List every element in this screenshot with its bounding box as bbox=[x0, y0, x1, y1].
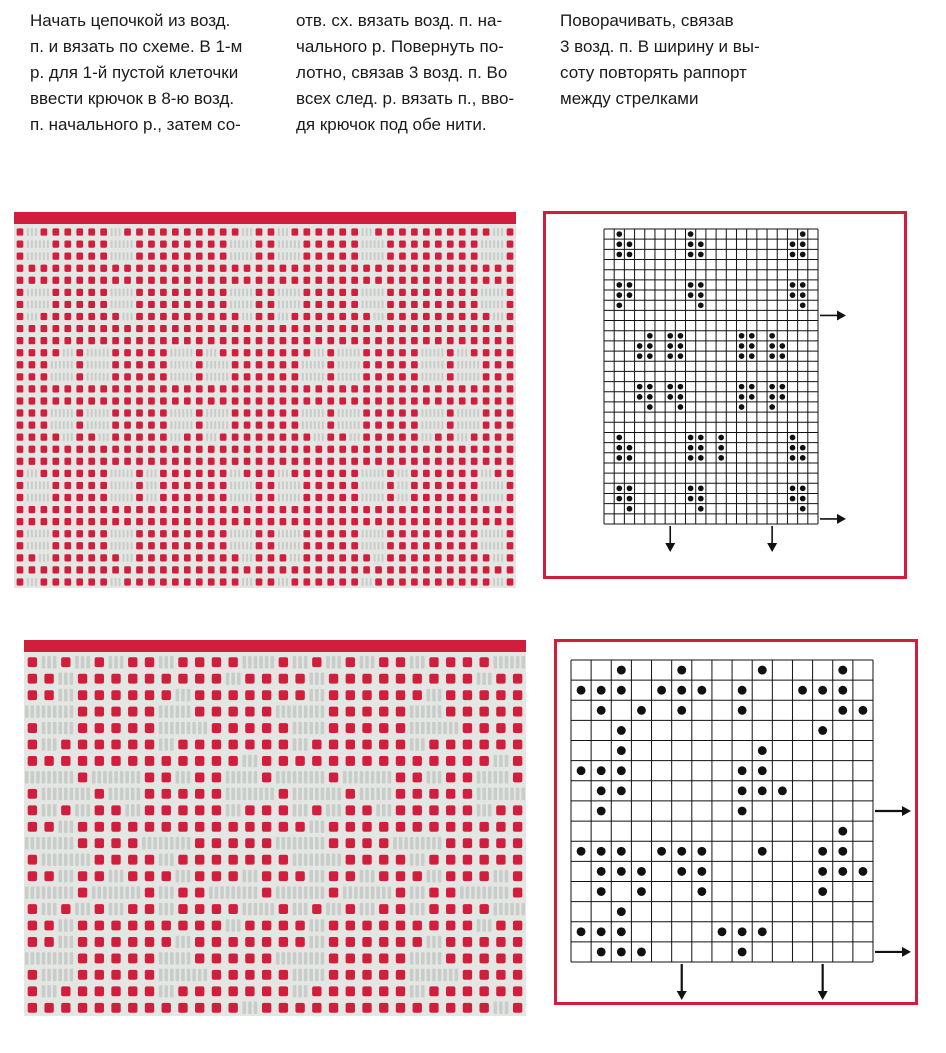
filled-cell-dot bbox=[617, 786, 626, 795]
filled-cell-dot bbox=[637, 867, 646, 876]
filled-cell-dot bbox=[758, 766, 767, 775]
filled-cell-dot bbox=[597, 706, 606, 715]
filled-cell-dot bbox=[677, 867, 686, 876]
filled-cell-dot bbox=[790, 292, 796, 298]
filled-cell-dot bbox=[769, 394, 775, 400]
filled-cell-dot bbox=[800, 486, 806, 492]
filled-cell-dot bbox=[577, 847, 586, 856]
filled-cell-dot bbox=[818, 686, 827, 695]
filled-cell-dot bbox=[647, 384, 653, 390]
filled-cell-dot bbox=[597, 887, 606, 896]
filled-cell-dot bbox=[758, 746, 767, 755]
filled-cell-dot bbox=[688, 455, 694, 461]
filled-cell-dot bbox=[616, 241, 622, 247]
filled-cell-dot bbox=[688, 231, 694, 237]
filled-cell-dot bbox=[697, 847, 706, 856]
filled-cell-dot bbox=[718, 445, 724, 451]
filled-cell-dot bbox=[698, 455, 704, 461]
filled-cell-dot bbox=[800, 302, 806, 308]
filled-cell-dot bbox=[617, 746, 626, 755]
filled-cell-dot bbox=[738, 948, 747, 957]
filled-cell-dot bbox=[838, 706, 847, 715]
filled-cell-dot bbox=[667, 384, 673, 390]
filled-cell-dot bbox=[597, 686, 606, 695]
filled-cell-dot bbox=[818, 867, 827, 876]
filet-chart-1-grid bbox=[546, 214, 904, 576]
filled-cell-dot bbox=[617, 666, 626, 675]
filled-cell-dot bbox=[688, 292, 694, 298]
filled-cell-dot bbox=[617, 686, 626, 695]
crochet-sample-photo-2-image bbox=[24, 640, 526, 1016]
repeat-arrowhead-down bbox=[818, 991, 828, 1000]
filled-cell-dot bbox=[647, 353, 653, 359]
filled-cell-dot bbox=[616, 445, 622, 451]
filled-cell-dot bbox=[698, 486, 704, 492]
filled-cell-dot bbox=[647, 343, 653, 349]
filled-cell-dot bbox=[859, 706, 868, 715]
filled-cell-dot bbox=[818, 726, 827, 735]
filled-cell-dot bbox=[637, 343, 643, 349]
repeat-arrowhead-down bbox=[677, 991, 687, 1000]
crochet-sample-photo-1-red-stripe bbox=[14, 212, 516, 224]
filled-cell-dot bbox=[838, 847, 847, 856]
filled-cell-dot bbox=[678, 384, 684, 390]
filled-cell-dot bbox=[738, 807, 747, 816]
filled-cell-dot bbox=[577, 927, 586, 936]
filled-cell-dot bbox=[790, 445, 796, 451]
crochet-sample-photo-2-red-stripe bbox=[24, 640, 526, 652]
filled-cell-dot bbox=[698, 302, 704, 308]
filled-cell-dot bbox=[597, 807, 606, 816]
filled-cell-dot bbox=[778, 786, 787, 795]
filled-cell-dot bbox=[758, 786, 767, 795]
chart-top-cells bbox=[604, 229, 818, 524]
filled-cell-dot bbox=[677, 847, 686, 856]
filled-cell-dot bbox=[779, 384, 785, 390]
filled-cell-dot bbox=[627, 445, 633, 451]
filled-cell-dot bbox=[738, 706, 747, 715]
filled-cell-dot bbox=[667, 343, 673, 349]
filled-cell-dot bbox=[637, 384, 643, 390]
filled-cell-dot bbox=[769, 343, 775, 349]
repeat-arrowhead-right bbox=[902, 806, 911, 816]
filled-cell-dot bbox=[739, 404, 745, 410]
filled-cell-dot bbox=[800, 506, 806, 512]
filled-cell-dot bbox=[678, 343, 684, 349]
filled-cell-dot bbox=[688, 486, 694, 492]
filled-cell-dot bbox=[678, 404, 684, 410]
filled-cell-dot bbox=[698, 435, 704, 441]
filled-cell-dot bbox=[790, 435, 796, 441]
filled-cell-dot bbox=[698, 445, 704, 451]
filled-cell-dot bbox=[738, 686, 747, 695]
filled-cell-dot bbox=[800, 292, 806, 298]
filled-cell-dot bbox=[616, 486, 622, 492]
filled-cell-dot bbox=[758, 927, 767, 936]
filled-cell-dot bbox=[800, 252, 806, 258]
filled-cell-dot bbox=[657, 686, 666, 695]
filled-cell-dot bbox=[798, 686, 807, 695]
filled-cell-dot bbox=[577, 766, 586, 775]
filled-cell-dot bbox=[758, 666, 767, 675]
chart-bottom-cells bbox=[571, 660, 873, 962]
filled-cell-dot bbox=[818, 847, 827, 856]
filled-cell-dot bbox=[698, 496, 704, 502]
filled-cell-dot bbox=[627, 496, 633, 502]
filled-cell-dot bbox=[627, 241, 633, 247]
filled-cell-dot bbox=[647, 404, 653, 410]
filled-cell-dot bbox=[718, 455, 724, 461]
filled-cell-dot bbox=[597, 786, 606, 795]
filled-cell-dot bbox=[677, 666, 686, 675]
filled-cell-dot bbox=[616, 231, 622, 237]
filled-cell-dot bbox=[698, 241, 704, 247]
filled-cell-dot bbox=[667, 333, 673, 339]
repeat-arrowhead-right bbox=[837, 310, 846, 320]
filled-cell-dot bbox=[647, 394, 653, 400]
filled-cell-dot bbox=[800, 455, 806, 461]
filled-cell-dot bbox=[678, 333, 684, 339]
filled-cell-dot bbox=[749, 333, 755, 339]
filled-cell-dot bbox=[749, 384, 755, 390]
filled-cell-dot bbox=[838, 666, 847, 675]
filet-chart-2-grid bbox=[557, 642, 915, 1002]
repeat-arrowhead-down bbox=[767, 543, 777, 552]
filled-cell-dot bbox=[698, 506, 704, 512]
filled-cell-dot bbox=[838, 827, 847, 836]
filled-cell-dot bbox=[739, 343, 745, 349]
filled-cell-dot bbox=[749, 353, 755, 359]
filled-cell-dot bbox=[718, 927, 727, 936]
filled-cell-dot bbox=[688, 252, 694, 258]
filled-cell-dot bbox=[617, 847, 626, 856]
filled-cell-dot bbox=[637, 887, 646, 896]
filled-cell-dot bbox=[800, 445, 806, 451]
filled-cell-dot bbox=[657, 847, 666, 856]
filled-cell-dot bbox=[637, 353, 643, 359]
filled-cell-dot bbox=[838, 867, 847, 876]
instruction-column-1: Начать цепочкой из возд. п. и вязать по схеме. В 1-м р. для 1-й пустой клеточки ввести крючок в 8-ю возд. п. начального р., затем со- bbox=[30, 11, 243, 134]
crochet-sample-photo-2-texture bbox=[24, 640, 526, 1016]
filled-cell-dot bbox=[617, 766, 626, 775]
filled-cell-dot bbox=[718, 435, 724, 441]
filled-cell-dot bbox=[616, 435, 622, 441]
filled-cell-dot bbox=[678, 353, 684, 359]
filled-cell-dot bbox=[800, 496, 806, 502]
filled-cell-dot bbox=[688, 435, 694, 441]
filled-cell-dot bbox=[779, 343, 785, 349]
filled-cell-dot bbox=[739, 333, 745, 339]
filled-cell-dot bbox=[738, 766, 747, 775]
filled-cell-dot bbox=[597, 927, 606, 936]
filled-cell-dot bbox=[577, 686, 586, 695]
filled-cell-dot bbox=[749, 343, 755, 349]
filled-cell-dot bbox=[818, 887, 827, 896]
filled-cell-dot bbox=[637, 394, 643, 400]
crochet-sample-photo-1-image bbox=[14, 212, 516, 588]
filled-cell-dot bbox=[678, 394, 684, 400]
repeat-arrowhead-right bbox=[837, 514, 846, 524]
filled-cell-dot bbox=[738, 927, 747, 936]
filled-cell-dot bbox=[790, 486, 796, 492]
instruction-column-3: Поворачивать, связав 3 возд. п. В ширину и вы- соту повторять раппорт между стрелками bbox=[560, 11, 760, 108]
filled-cell-dot bbox=[688, 445, 694, 451]
filled-cell-dot bbox=[597, 948, 606, 957]
filled-cell-dot bbox=[800, 282, 806, 288]
filled-cell-dot bbox=[859, 867, 868, 876]
filled-cell-dot bbox=[738, 786, 747, 795]
filled-cell-dot bbox=[667, 394, 673, 400]
filled-cell-dot bbox=[677, 706, 686, 715]
filled-cell-dot bbox=[597, 867, 606, 876]
filled-cell-dot bbox=[779, 394, 785, 400]
filled-cell-dot bbox=[739, 353, 745, 359]
filled-cell-dot bbox=[627, 282, 633, 288]
filled-cell-dot bbox=[597, 847, 606, 856]
filled-cell-dot bbox=[617, 907, 626, 916]
filled-cell-dot bbox=[616, 455, 622, 461]
filled-cell-dot bbox=[627, 292, 633, 298]
filled-cell-dot bbox=[637, 706, 646, 715]
filled-cell-dot bbox=[838, 686, 847, 695]
repeat-arrowhead-right bbox=[902, 947, 911, 957]
filled-cell-dot bbox=[790, 455, 796, 461]
filled-cell-dot bbox=[739, 384, 745, 390]
filled-cell-dot bbox=[790, 241, 796, 247]
filled-cell-dot bbox=[698, 292, 704, 298]
filled-cell-dot bbox=[758, 847, 767, 856]
repeat-arrowhead-down bbox=[665, 543, 675, 552]
filled-cell-dot bbox=[697, 686, 706, 695]
filled-cell-dot bbox=[698, 252, 704, 258]
filled-cell-dot bbox=[769, 333, 775, 339]
filled-cell-dot bbox=[688, 496, 694, 502]
filled-cell-dot bbox=[616, 252, 622, 258]
filled-cell-dot bbox=[616, 282, 622, 288]
filled-cell-dot bbox=[769, 404, 775, 410]
filled-cell-dot bbox=[769, 353, 775, 359]
filled-cell-dot bbox=[697, 887, 706, 896]
instruction-column-2: отв. сх. вязать возд. п. на- чального р. Повернуть по- лотно, связав 3 возд. п. Во всех след. р. вязать п., вво- дя крючок под обе нити. bbox=[296, 11, 515, 134]
filled-cell-dot bbox=[617, 726, 626, 735]
filled-cell-dot bbox=[647, 333, 653, 339]
filled-cell-dot bbox=[627, 506, 633, 512]
filled-cell-dot bbox=[790, 282, 796, 288]
filled-cell-dot bbox=[800, 231, 806, 237]
filet-chart-1 bbox=[543, 211, 907, 579]
filled-cell-dot bbox=[688, 241, 694, 247]
crochet-sample-photo-2 bbox=[24, 640, 526, 1016]
filled-cell-dot bbox=[688, 282, 694, 288]
filled-cell-dot bbox=[627, 252, 633, 258]
filled-cell-dot bbox=[790, 496, 796, 502]
filled-cell-dot bbox=[800, 241, 806, 247]
filled-cell-dot bbox=[769, 384, 775, 390]
filled-cell-dot bbox=[739, 394, 745, 400]
filled-cell-dot bbox=[637, 948, 646, 957]
filled-cell-dot bbox=[667, 353, 673, 359]
filled-cell-dot bbox=[697, 867, 706, 876]
filled-cell-dot bbox=[616, 302, 622, 308]
filet-chart-2 bbox=[554, 639, 918, 1005]
filled-cell-dot bbox=[698, 282, 704, 288]
filled-cell-dot bbox=[749, 394, 755, 400]
filled-cell-dot bbox=[617, 867, 626, 876]
crochet-sample-photo-1 bbox=[14, 212, 516, 588]
filled-cell-dot bbox=[617, 927, 626, 936]
crochet-sample-photo-1-texture bbox=[14, 212, 516, 588]
filled-cell-dot bbox=[617, 948, 626, 957]
filled-cell-dot bbox=[627, 486, 633, 492]
filled-cell-dot bbox=[790, 252, 796, 258]
filled-cell-dot bbox=[616, 496, 622, 502]
filled-cell-dot bbox=[779, 353, 785, 359]
filled-cell-dot bbox=[677, 686, 686, 695]
filled-cell-dot bbox=[597, 766, 606, 775]
chart-top-repeat-arrows bbox=[665, 310, 846, 552]
filled-cell-dot bbox=[627, 455, 633, 461]
filled-cell-dot bbox=[616, 292, 622, 298]
